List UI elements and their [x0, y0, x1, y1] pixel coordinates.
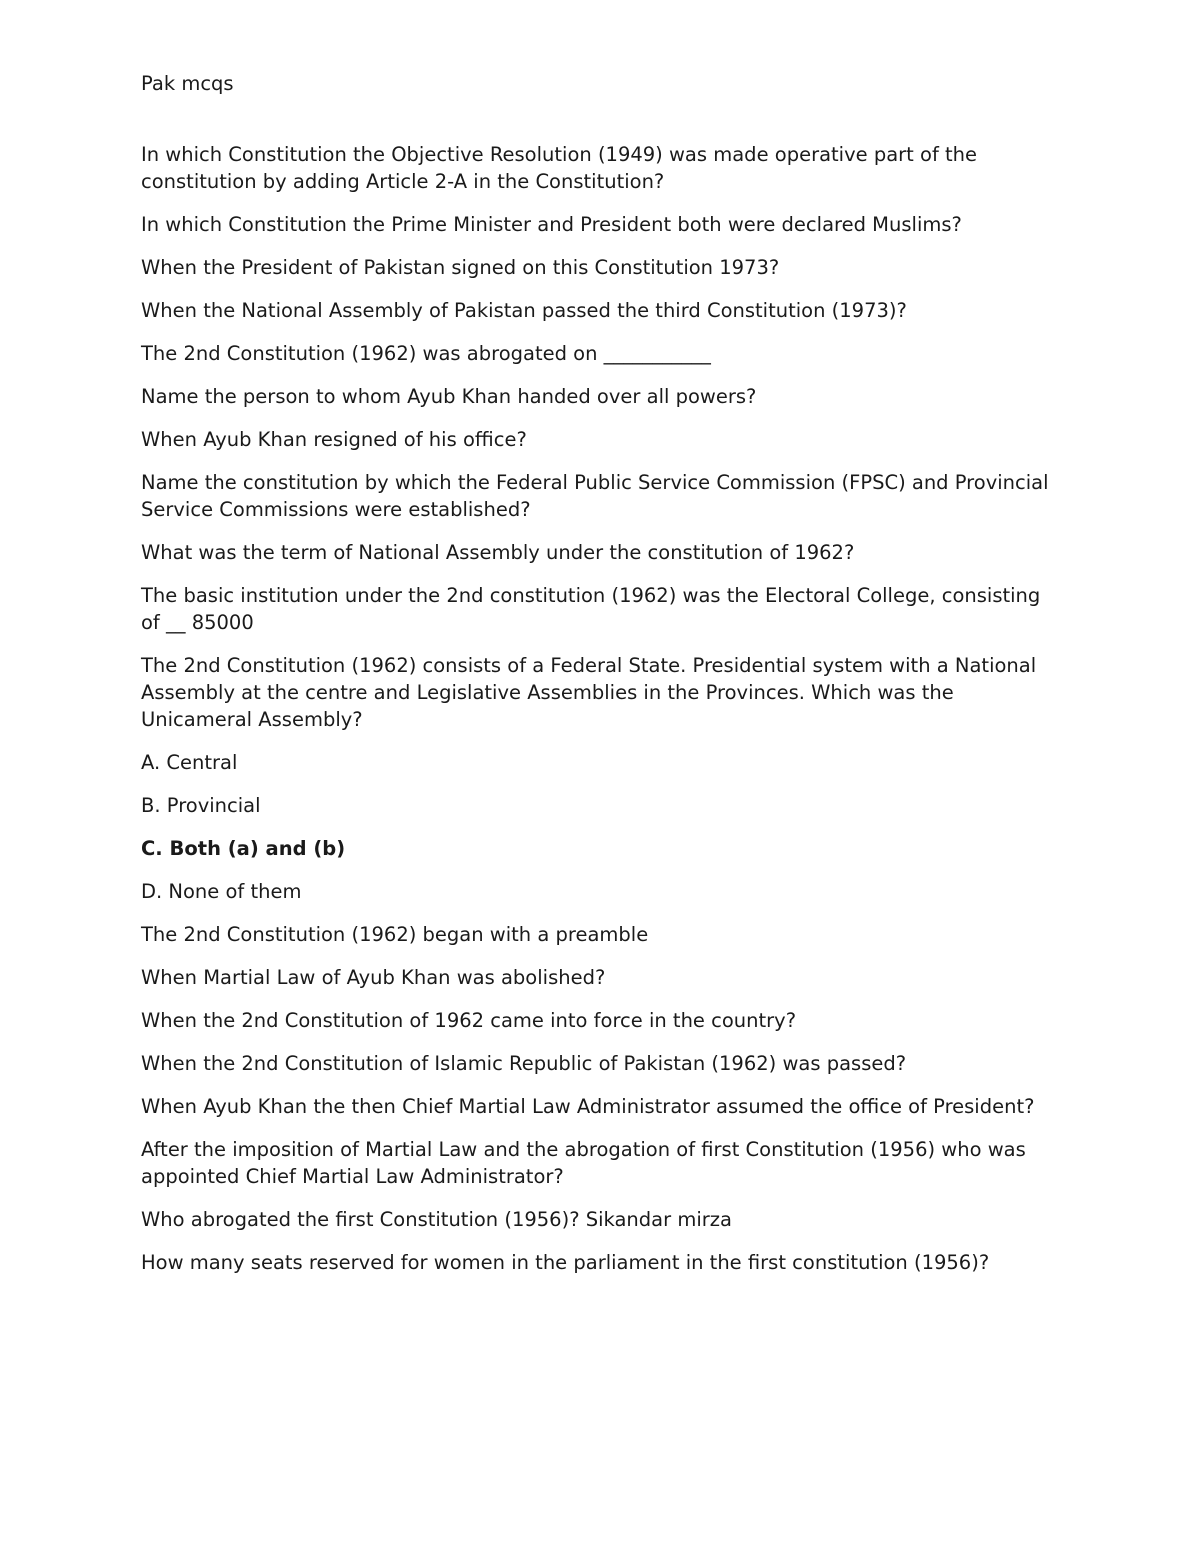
option-c-answer: C. Both (a) and (b): [141, 837, 346, 860]
question-13: When Martial Law of Ayub Khan was abolished?: [141, 966, 606, 989]
question-4: When the National Assembly of Pakistan passed the third Constitution (1973)?: [141, 299, 907, 322]
question-14: When the 2nd Constitution of 1962 came into force in the country?: [141, 1009, 797, 1032]
question-10: The basic institution under the 2nd constitution (1962) was the Electoral College, consisting of __ 85000: [141, 584, 1041, 634]
option-b: B. Provincial: [141, 794, 261, 817]
question-15: When the 2nd Constitution of Islamic Republic of Pakistan (1962) was passed?: [141, 1052, 907, 1075]
option-a: A. Central: [141, 751, 238, 774]
question-18: Who abrogated the first Constitution (1956)? Sikandar mirza: [141, 1208, 732, 1231]
option-d: D. None of them: [141, 880, 302, 903]
question-17: After the imposition of Martial Law and the abrogation of first Constitution (1956) who was appointed Chief Martial Law Administrator?: [141, 1138, 1026, 1188]
question-16: When Ayub Khan the then Chief Martial Law Administrator assumed the office of President?: [141, 1095, 1035, 1118]
question-12: The 2nd Constitution (1962) began with a preamble: [141, 923, 649, 946]
question-19: How many seats reserved for women in the parliament in the first constitution (1956)?: [141, 1251, 990, 1274]
question-11: The 2nd Constitution (1962) consists of a Federal State. Presidential system with a National Assembly at the centre and Legislative Assemblies in the Provinces. Which was the Unicameral Assembly?: [141, 654, 1037, 731]
question-3: When the President of Pakistan signed on this Constitution 1973?: [141, 256, 780, 279]
question-1: In which Constitution the Objective Resolution (1949) was made operative part of the constitution by adding Article 2-A in the Constitution?: [141, 143, 978, 193]
document-body: [141, 70, 1056, 1292]
question-2: In which Constitution the Prime Minister and President both were declared Muslims?: [141, 213, 962, 236]
question-8: Name the constitution by which the Federal Public Service Commission (FPSC) and Provincial Service Commissions were established?: [141, 471, 1049, 521]
question-7: When Ayub Khan resigned of his office?: [141, 428, 527, 451]
question-6: Name the person to whom Ayub Khan handed over all powers?: [141, 385, 757, 408]
question-5: The 2nd Constitution (1962) was abrogated on ___________: [141, 342, 711, 365]
question-9: What was the term of National Assembly under the constitution of 1962?: [141, 541, 855, 564]
document-title: Pak mcqs: [141, 72, 234, 95]
